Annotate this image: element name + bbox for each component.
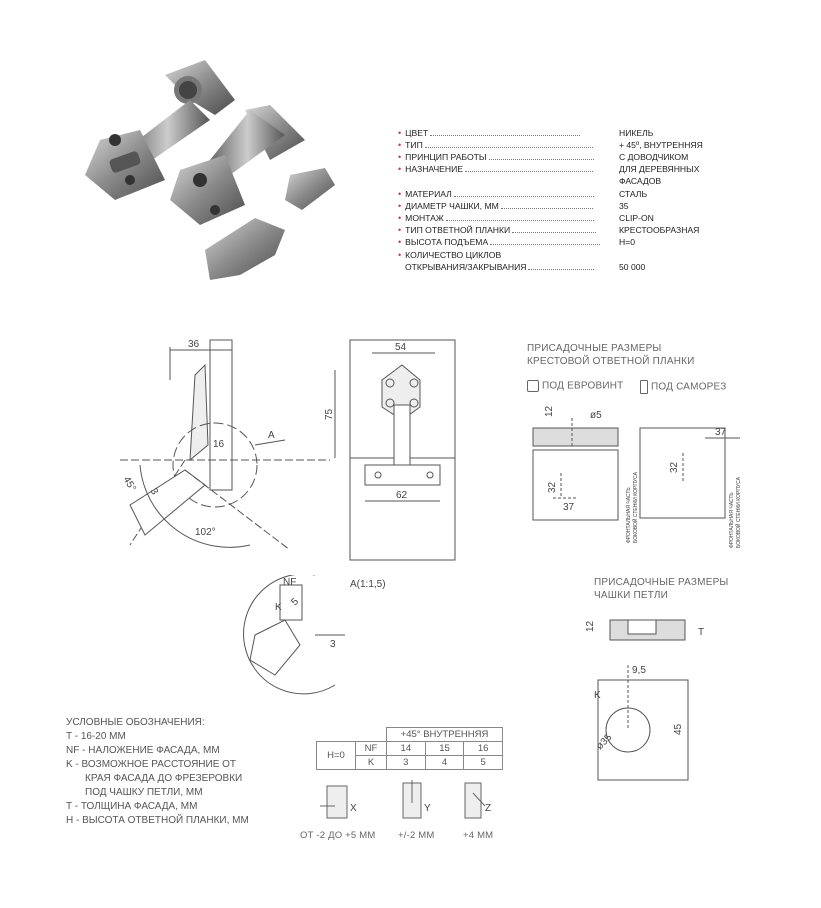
svg-text:ø5: ø5 <box>590 410 602 421</box>
svg-text:32: 32 <box>547 481 558 493</box>
adjust-y-range: +/-2 ММ <box>398 830 435 841</box>
svg-text:K: K <box>275 602 282 613</box>
svg-text:12: 12 <box>585 620 596 632</box>
svg-text:37: 37 <box>563 502 575 513</box>
svg-text:62: 62 <box>396 490 408 501</box>
spec-cup-diameter: • ДИАМЕТР ЧАШКИ, ММ <box>398 201 593 212</box>
cup-title-2: ЧАШКИ ПЕТЛИ <box>594 590 668 601</box>
spec-principle: • ПРИНЦИП РАБОТЫ <box>398 152 594 163</box>
mounting-plate-1 <box>285 168 335 210</box>
svg-text:36: 36 <box>188 339 200 350</box>
spec-plate-type: • ТИП ОТВЕТНОЙ ПЛАНКИ <box>398 225 596 236</box>
wood-screw-icon <box>640 380 648 394</box>
svg-text:16: 16 <box>213 439 225 450</box>
adjust-z-range: +4 ММ <box>463 830 494 841</box>
plate-title-1: ПРИСАДОЧНЫЕ РАЗМЕРЫ <box>527 343 662 354</box>
svg-text:9,5: 9,5 <box>632 665 646 676</box>
svg-text:3: 3 <box>330 639 336 650</box>
svg-text:102°: 102° <box>195 527 216 538</box>
svg-text:75: 75 <box>324 408 335 420</box>
adjustment-table: +45° ВНУТРЕННЯЯ H=0 NF 14 15 16 K 3 4 5 <box>316 727 503 770</box>
screw-wood: ПОД САМОРЕЗ <box>640 380 726 394</box>
detail-a-drawing <box>225 575 395 695</box>
svg-text:T: T <box>698 627 705 638</box>
svg-text:A(1:1,5): A(1:1,5) <box>350 579 386 590</box>
svg-text:5: 5 <box>289 596 302 608</box>
plate-drilling-drawing <box>515 398 765 558</box>
opening-angle-drawing <box>110 335 340 565</box>
svg-text:37: 37 <box>715 427 727 438</box>
spec-cycles-line2: ОТКРЫВАНИЯ/ЗАКРЫВАНИЯ <box>405 262 594 273</box>
spec-purpose: • НАЗНАЧЕНИЕ <box>398 164 593 175</box>
svg-text:X: X <box>350 803 357 814</box>
spec-type: • ТИП <box>398 140 593 151</box>
svg-text:NF: NF <box>283 577 297 588</box>
spec-material: • МАТЕРИАЛ <box>398 189 594 200</box>
svg-text:32: 32 <box>669 461 680 473</box>
euro-screw-icon <box>527 380 539 392</box>
svg-text:ФРОНТАЛЬНАЯ ЧАСТЬ: ФРОНТАЛЬНАЯ ЧАСТЬ <box>729 492 735 548</box>
svg-text:Y: Y <box>424 803 431 814</box>
svg-text:12: 12 <box>544 405 555 417</box>
cup-drilling-drawing <box>580 610 720 790</box>
spec-cycles: • КОЛИЧЕСТВО ЦИКЛОВ <box>398 250 502 260</box>
svg-text:ø35: ø35 <box>594 732 615 753</box>
hinge-product-photo <box>70 40 370 300</box>
spec-lift-height: • ВЫСОТА ПОДЪЕМА <box>398 237 600 248</box>
svg-text:A: A <box>268 430 275 441</box>
adjust-z-icon <box>465 783 491 818</box>
plate-title-2: КРЕСТОВОЙ ОТВЕТНОЙ ПЛАНКИ <box>527 356 695 367</box>
svg-text:ФРОНТАЛЬНАЯ ЧАСТЬ: ФРОНТАЛЬНАЯ ЧАСТЬ <box>626 487 632 543</box>
spec-mount: • МОНТАЖ <box>398 213 594 224</box>
svg-text:БОКОВОЙ СТЕНКИ КОРПУСА: БОКОВОЙ СТЕНКИ КОРПУСА <box>633 472 639 543</box>
svg-text:3: 3 <box>147 486 160 497</box>
plan-view-drawing <box>320 335 465 565</box>
screw-euro: ПОД ЕВРОВИНТ <box>527 380 623 392</box>
svg-text:45°: 45° <box>120 474 138 494</box>
svg-text:45: 45 <box>673 723 684 735</box>
svg-text:K: K <box>594 690 601 701</box>
adjust-x-range: ОТ -2 ДО +5 ММ <box>300 830 376 841</box>
svg-text:БОКОВОЙ СТЕНКИ КОРПУСА: БОКОВОЙ СТЕНКИ КОРПУСА <box>736 477 742 548</box>
mounting-plate-2 <box>205 218 285 280</box>
svg-text:Z: Z <box>485 803 492 814</box>
adjustment-icons <box>315 778 515 828</box>
spec-color: • ЦВЕТ <box>398 128 580 139</box>
cup-title-1: ПРИСАДОЧНЫЕ РАЗМЕРЫ <box>594 577 729 588</box>
svg-text:54: 54 <box>395 342 407 353</box>
adjust-x-icon <box>320 786 357 818</box>
adjust-y-icon <box>403 780 431 818</box>
legend-title: УСЛОВНЫЕ ОБОЗНАЧЕНИЯ: <box>66 717 205 728</box>
